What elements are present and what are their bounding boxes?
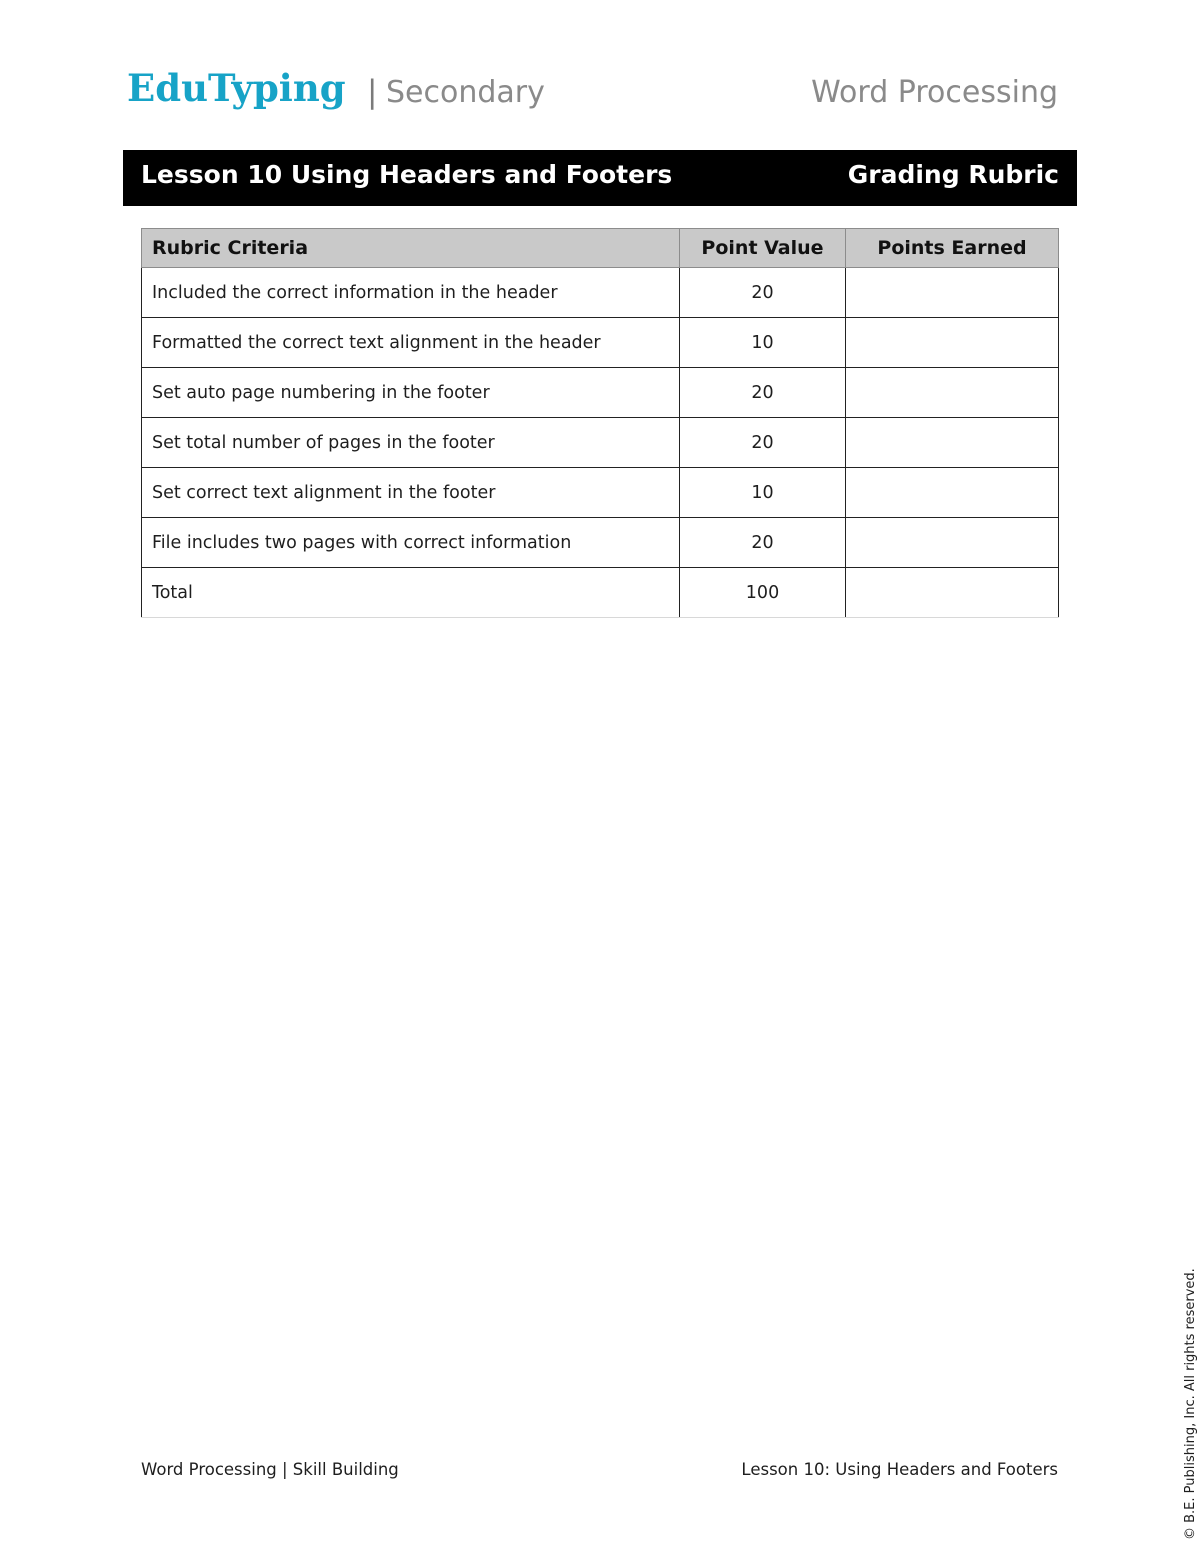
table-header-row bbox=[142, 229, 1059, 268]
table-row bbox=[142, 418, 1059, 468]
brand-separator: | bbox=[367, 74, 378, 110]
points-earned-cell[interactable] bbox=[846, 318, 1059, 368]
point-value-cell: 20 bbox=[680, 518, 846, 568]
document-type: Grading Rubric bbox=[847, 160, 1059, 189]
points-earned-cell[interactable] bbox=[846, 518, 1059, 568]
points-earned-cell[interactable] bbox=[846, 418, 1059, 468]
table-row bbox=[142, 368, 1059, 418]
brand-header bbox=[127, 66, 1058, 120]
total-row bbox=[142, 568, 1059, 618]
brand-subject: Word Processing bbox=[811, 75, 1058, 110]
title-bar bbox=[123, 150, 1077, 206]
rubric-table bbox=[141, 228, 1059, 618]
point-value-cell: 20 bbox=[680, 418, 846, 468]
point-value-cell: 20 bbox=[680, 268, 846, 318]
criteria-cell: File includes two pages with correct information bbox=[142, 518, 680, 568]
point-value-cell: 10 bbox=[680, 318, 846, 368]
table-row bbox=[142, 318, 1059, 368]
brand-level: Secondary bbox=[386, 75, 545, 110]
column-header-criteria: Rubric Criteria bbox=[142, 229, 680, 268]
table-row bbox=[142, 468, 1059, 518]
criteria-cell: Set auto page numbering in the footer bbox=[142, 368, 680, 418]
footer-course: Word Processing | Skill Building bbox=[141, 1460, 399, 1479]
points-earned-cell[interactable] bbox=[846, 468, 1059, 518]
points-earned-cell[interactable] bbox=[846, 368, 1059, 418]
points-earned-cell[interactable] bbox=[846, 268, 1059, 318]
table-row bbox=[142, 268, 1059, 318]
criteria-cell: Set total number of pages in the footer bbox=[142, 418, 680, 468]
copyright-notice: © B.E. Publishing, Inc. All rights reserved. bbox=[1183, 1268, 1198, 1540]
column-header-points-earned: Points Earned bbox=[846, 229, 1059, 268]
criteria-cell: Set correct text alignment in the footer bbox=[142, 468, 680, 518]
total-label-cell: Total bbox=[142, 568, 680, 618]
point-value-cell: 20 bbox=[680, 368, 846, 418]
edutyping-logo: EduTyping bbox=[127, 66, 346, 110]
total-earned-cell[interactable] bbox=[846, 568, 1059, 618]
total-points-cell: 100 bbox=[680, 568, 846, 618]
table-row bbox=[142, 518, 1059, 568]
criteria-cell: Included the correct information in the header bbox=[142, 268, 680, 318]
column-header-point-value: Point Value bbox=[680, 229, 846, 268]
footer-lesson: Lesson 10: Using Headers and Footers bbox=[741, 1460, 1058, 1479]
criteria-cell: Formatted the correct text alignment in the header bbox=[142, 318, 680, 368]
point-value-cell: 10 bbox=[680, 468, 846, 518]
lesson-title: Lesson 10 Using Headers and Footers bbox=[141, 160, 673, 189]
